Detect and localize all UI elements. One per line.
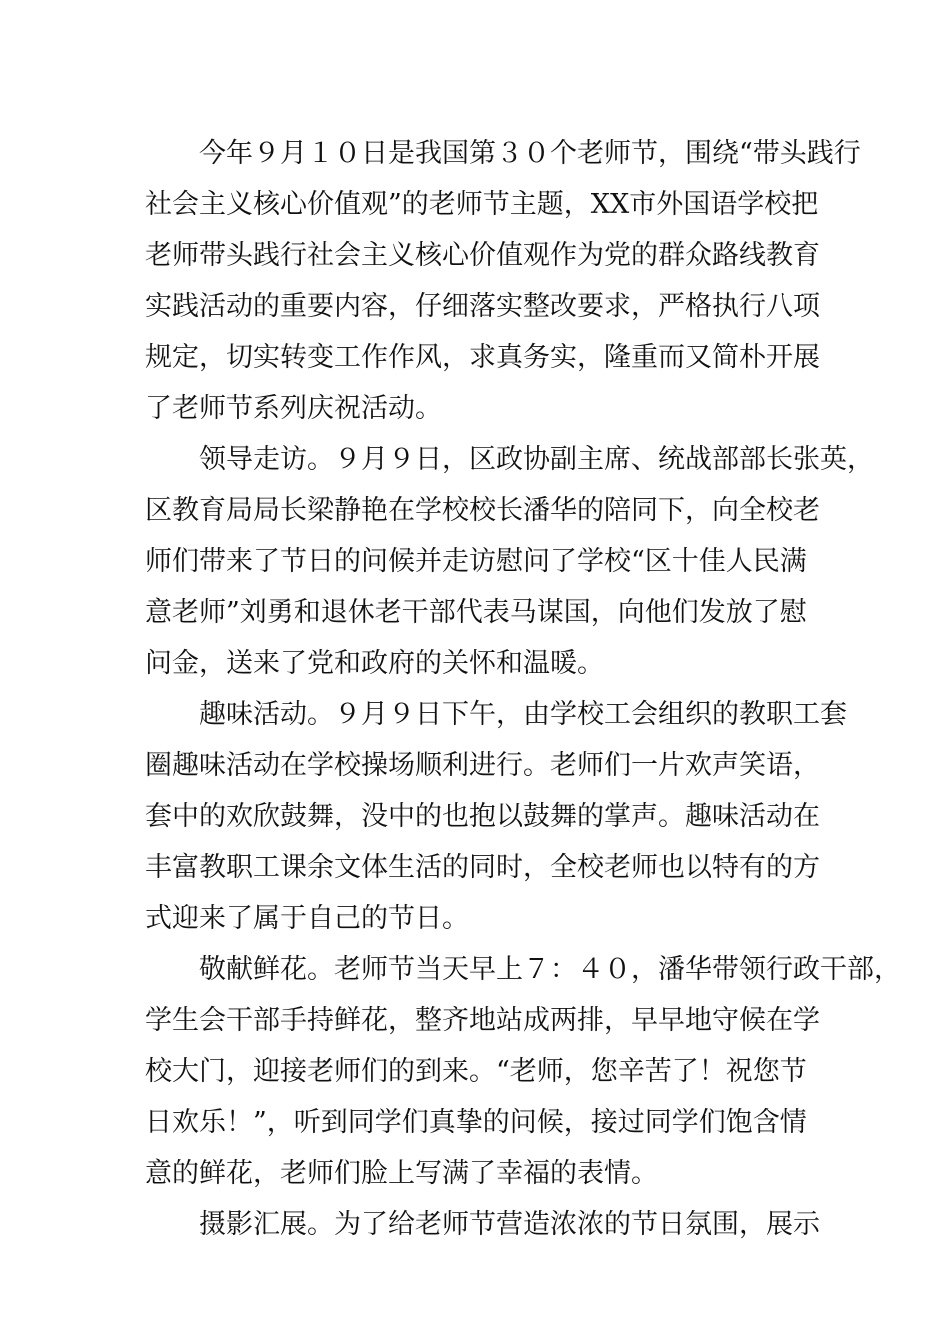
text-line: 意的鲜花，老师们脸上写满了幸福的表情。: [145, 1158, 658, 1189]
text-line: 师们带来了节日的问候并走访慰问了学校“区十佳人民满: [145, 546, 807, 577]
text-line: 意老师”刘勇和退休老干部代表马谋国，向他们发放了慰: [145, 597, 807, 628]
paragraph-leader-visit: [145, 434, 874, 689]
text-line: 套中的欢欣鼓舞，没中的也抱以鼓舞的掌声。趣味活动在: [145, 801, 820, 832]
text-line: 式迎来了属于自己的节日。: [145, 903, 469, 934]
paragraph-flower-presentation: [145, 944, 901, 1199]
text-line: 领导走访。９月９日，区政协副主席、统战部部长张英，: [199, 444, 874, 475]
text-line: 学生会干部手持鲜花，整齐地站成两排，早早地守候在学: [145, 1005, 820, 1036]
paragraph-teachers-day-intro: [145, 128, 861, 434]
text-line: 摄影汇展。为了给老师节营造浓浓的节日氛围，展示: [199, 1209, 820, 1240]
text-line: 校大门，迎接老师们的到来。“老师，您辛苦了！祝您节: [145, 1056, 807, 1087]
text-line: 圈趣味活动在学校操场顺利进行。老师们一片欢声笑语，: [145, 750, 820, 781]
paragraph-photo-exhibition: [145, 1199, 835, 1250]
text-line: 趣味活动。９月９日下午，由学校工会组织的教职工套: [199, 699, 847, 730]
text-line: 问金，送来了党和政府的关怀和温暖。: [145, 648, 604, 679]
text-line: 日欢乐！”，听到同学们真挚的问候，接过同学们饱含情: [145, 1107, 807, 1138]
text-line: 区教育局局长梁静艳在学校校长潘华的陪同下，向全校老: [145, 495, 820, 526]
text-line: 规定，切实转变工作作风，求真务实，隆重而又简朴开展: [145, 342, 820, 373]
text-line: 社会主义核心价值观”的老师节主题，XX市外国语学校把: [145, 189, 819, 220]
paragraph-fun-activity: [145, 689, 847, 944]
text-line: 了老师节系列庆祝活动。: [145, 393, 442, 424]
text-line: 敬献鲜花。老师节当天早上７：４０，潘华带领行政干部，: [199, 954, 901, 985]
document-body: [145, 128, 901, 1250]
text-line: 今年９月１０日是我国第３０个老师节，围绕“带头践行: [199, 138, 861, 169]
text-line: 老师带头践行社会主义核心价值观作为党的群众路线教育: [145, 240, 820, 271]
text-line: 丰富教职工课余文体生活的同时，全校老师也以特有的方: [145, 852, 820, 883]
text-line: 实践活动的重要内容，仔细落实整改要求，严格执行八项: [145, 291, 820, 322]
